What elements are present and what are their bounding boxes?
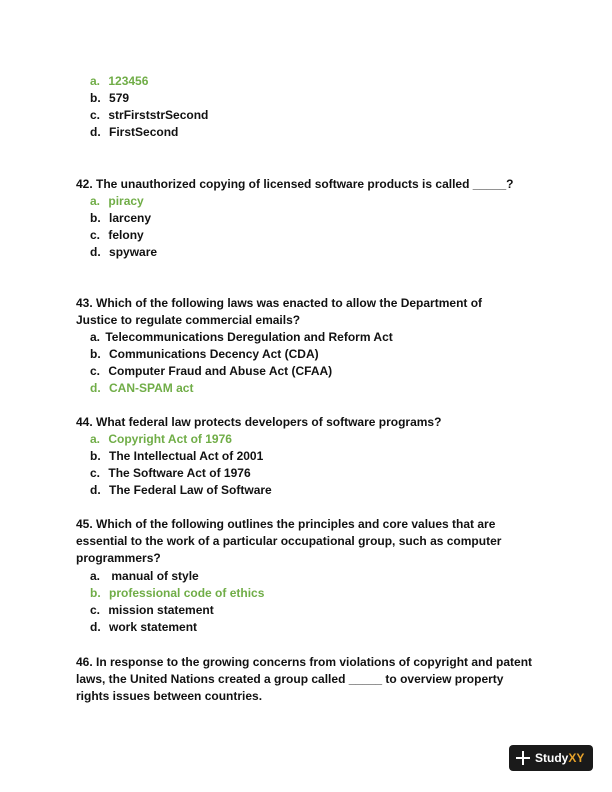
q44-option-b: b. The Intellectual Act of 2001 — [90, 449, 264, 463]
plus-icon — [516, 751, 530, 765]
q45-option-b: b. professional code of ethics — [90, 586, 265, 600]
q46-question-line-3: rights issues between countries. — [76, 689, 263, 703]
q42-option-d: d. spyware — [90, 245, 158, 259]
q42-option-a: a. piracy — [90, 194, 144, 208]
q43-option-b: b. Communications Decency Act (CDA) — [90, 347, 319, 361]
q41-option-a: a. 123456 — [90, 74, 149, 88]
studyxy-badge[interactable] — [509, 745, 593, 771]
q45-option-a: a. manual of style — [90, 569, 199, 583]
q44-option-d: d. The Federal Law of Software — [90, 483, 272, 497]
q44-option-a: a. Copyright Act of 1976 — [90, 432, 232, 446]
q41-option-d: d. FirstSecond — [90, 125, 179, 139]
q45-question-line-1: 45. Which of the following outlines the principles and core values that are — [76, 517, 496, 531]
q43-question-line-2: Justice to regulate commercial emails? — [76, 313, 301, 327]
badge-brand-accent: XY — [568, 751, 585, 765]
q43-question-line-1: 43. Which of the following laws was enacted to allow the Department of — [76, 296, 483, 310]
q43-option-a: a. Telecommunications Deregulation and Reform Act — [90, 330, 393, 344]
q41-option-c: c. strFirststrSecond — [90, 108, 209, 122]
q46-question-line-2: laws, the United Nations created a group called _____ to overview property — [76, 672, 504, 686]
q42-option-c: c. felony — [90, 228, 144, 242]
q46-question-line-1: 46. In response to the growing concerns from violations of copyright and patent — [76, 655, 533, 669]
q41-option-b: b. 579 — [90, 91, 130, 105]
q43-option-c: c. Computer Fraud and Abuse Act (CFAA) — [90, 364, 333, 378]
q44-question: 44. What federal law protects developers of software programs? — [76, 415, 442, 429]
q45-option-d: d. work statement — [90, 620, 198, 634]
q44-option-c: c. The Software Act of 1976 — [90, 466, 251, 480]
q45-question-line-3: programmers? — [76, 551, 161, 565]
q45-option-c: c. mission statement — [90, 603, 214, 617]
badge-brand-main: Study — [535, 751, 569, 765]
q42-option-b: b. larceny — [90, 211, 152, 225]
q45-question-line-2: essential to the work of a particular occupational group, such as computer — [76, 534, 502, 548]
q42-question: 42. The unauthorized copying of licensed software products is called _____? — [76, 177, 514, 191]
q43-option-d: d. CAN-SPAM act — [90, 381, 194, 395]
